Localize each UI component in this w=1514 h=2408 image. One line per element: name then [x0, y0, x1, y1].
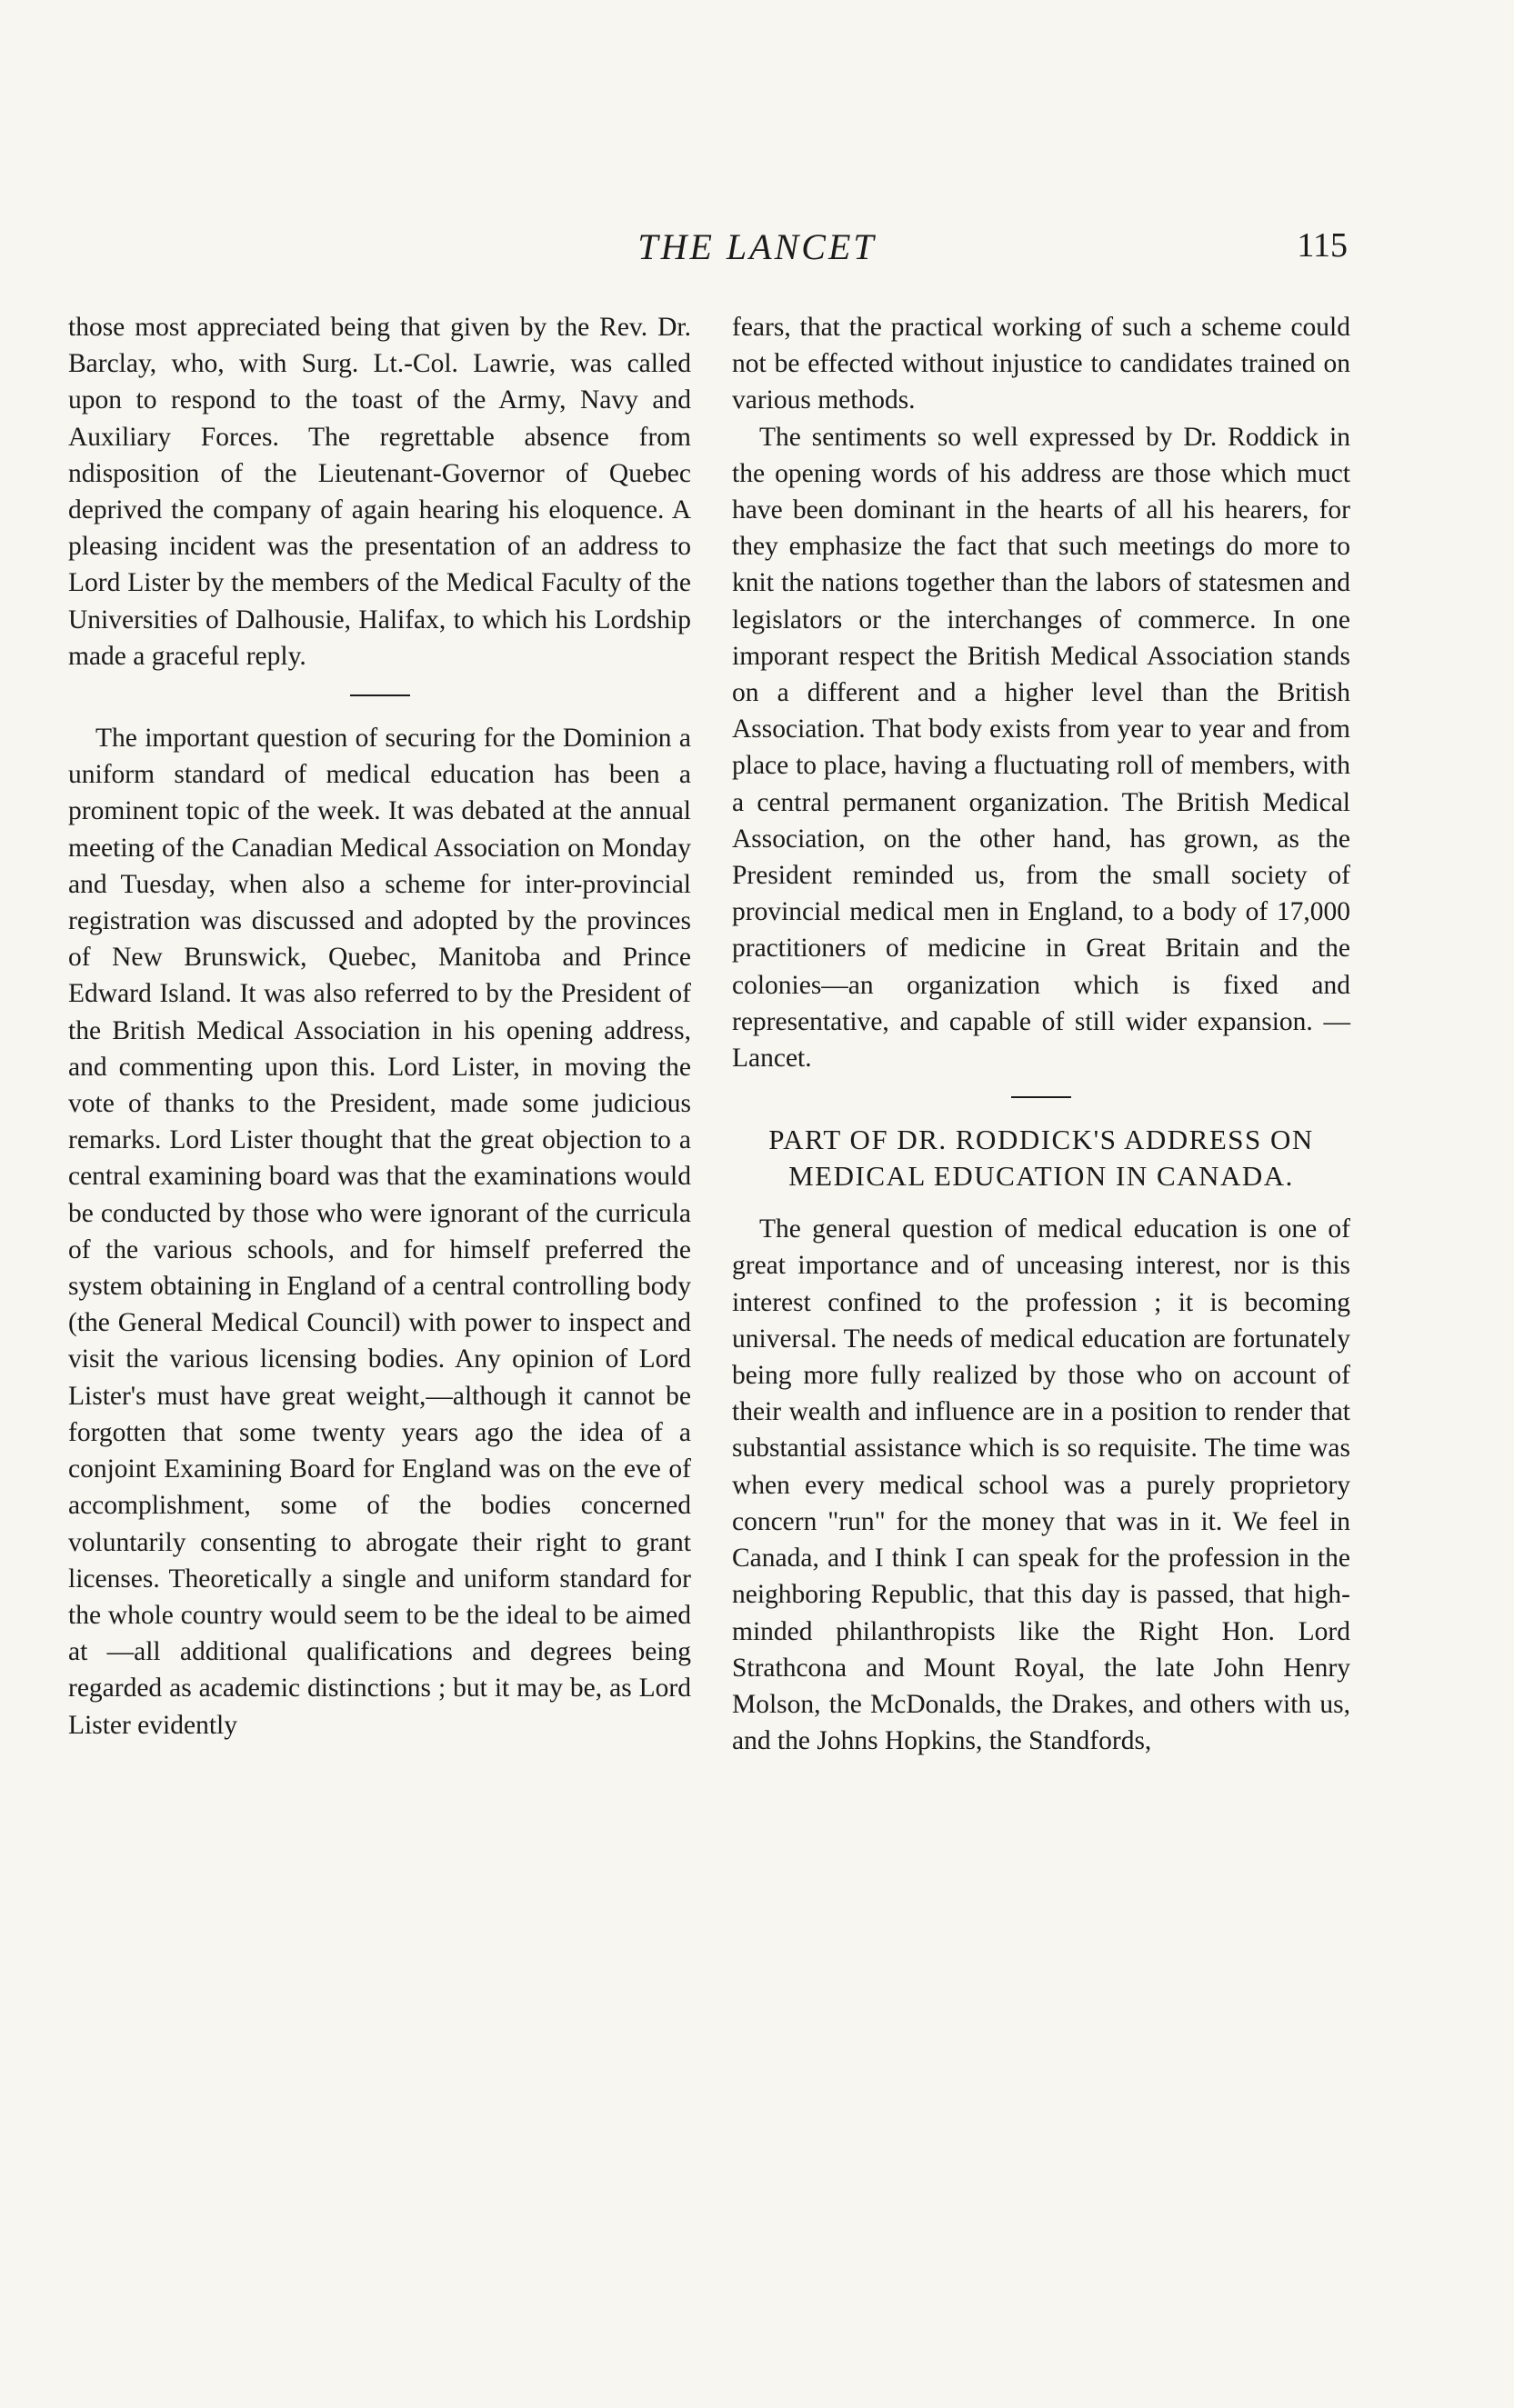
page-number: 115 — [1297, 226, 1348, 265]
section-heading: PART OF DR. RODDICK'S ADDRESS ON MEDICAL EDUCATION IN CANADA. — [768, 1124, 1314, 1193]
paragraph: The important question of securing for the Dominion a uniform standard of medical education has been a prominent topic of the week. It was debated at the annual meeting of the Canadian Medical Association on Monday and Tuesday, when also a scheme for inter-provincial registration was discussed and adopted by the provinces of New Brunswick, Quebec, Manitoba and Prince Edward Island. It was also referred to by the President of the British Medical Association in his opening address, and commenting upon this. Lord Lister, in moving the vote of thanks to the President, made some judicious remarks. Lord Lister thought that the great objection to a central examining board was that the examinations would be conducted by those who were ignorant of the curricula of the various schools, and for himself preferred the system obtaining in England of a central controlling body (the General Medical Council) with power to inspect and visit the various licensing bodies. Any opinion of Lord Lister's must have great weight,—although it cannot be forgotten that some twenty years ago the idea of a conjoint Examining Board for England was on the eve of accomplishment, some of the bodies concerned voluntarily consenting to abrogate their right to grant licenses. Theoretically a single and uniform standard for the whole country would seem to be the ideal to be aimed at —all additional qualifications and degrees being regarded as academic distinctions ; but it may be, as Lord Lister evidently — [68, 724, 691, 1740]
paragraph: The general question of medical education is one of great importance and of unceasing interest, nor is this interest confined to the profession ; it is becoming universal. The needs of medical education are fortunately being more fully realized by those who on account of their wealth and influence are in a position to render that substantial assistance which is so requisite. The time was when every medical school was a purely proprietory concern "run" for the money that was in it. We feel in Canada, and I think I can speak for the profession in the neighboring Republic, that this day is passed, that high-minded philanthropists like the Right Hon. Lord Strathcona and Mount Royal, the late John Henry Molson, the McDonalds, the Drakes, and others with us, and the Johns Hopkins, the Standfords, — [732, 1214, 1350, 1756]
paragraph: those most appreciated being that given by the Rev. Dr. Barclay, who, with Surg. Lt.-Col. Lawrie, was called upon to respond to the toast of the Army, Navy and Auxiliary Forces. The regrettable absence from ndisposition of the Lieutenant-Governor of Quebec deprived the company of again hearing his eloquence. A pleasing incident was the presentation of an address to Lord Lister by the members of the Medical Faculty of the Universities of Dalhousie, Halifax, to which his Lordship made a graceful reply. — [68, 313, 691, 671]
page-header — [0, 225, 1514, 280]
paragraph: The sentiments so well expressed by Dr. Roddick in the opening words of his address are those which muct have been dominant in the hearts of all his hearers, for they emphasize the fact that such meetings do more to knit the nations together than the labors of statesmen and legislators or the interchanges of commerce. In one imporant respect the British Medical Association stands on a different and a higher level than the British Association. That body exists from year to year and from place to place, having a fluctuating roll of members, with a central permanent organization. The British Medical Association, on the other hand, has grown, as the President reminded us, from the small society of provincial medical men in England, to a body of 17,000 practitioners of medicine in Great Britain and the colonies—an organization which is fixed and representative, and capable of still wider expansion. —Lancet. — [732, 422, 1350, 1074]
running-title: THE LANCET — [637, 226, 877, 267]
section-divider — [350, 694, 410, 696]
paragraph: fears, that the practical working of such a scheme could not be effected without injustice to candidates trained on various methods. — [732, 313, 1350, 415]
section-divider — [1011, 1096, 1071, 1098]
right-column — [732, 309, 1350, 1759]
left-column — [68, 309, 691, 1744]
